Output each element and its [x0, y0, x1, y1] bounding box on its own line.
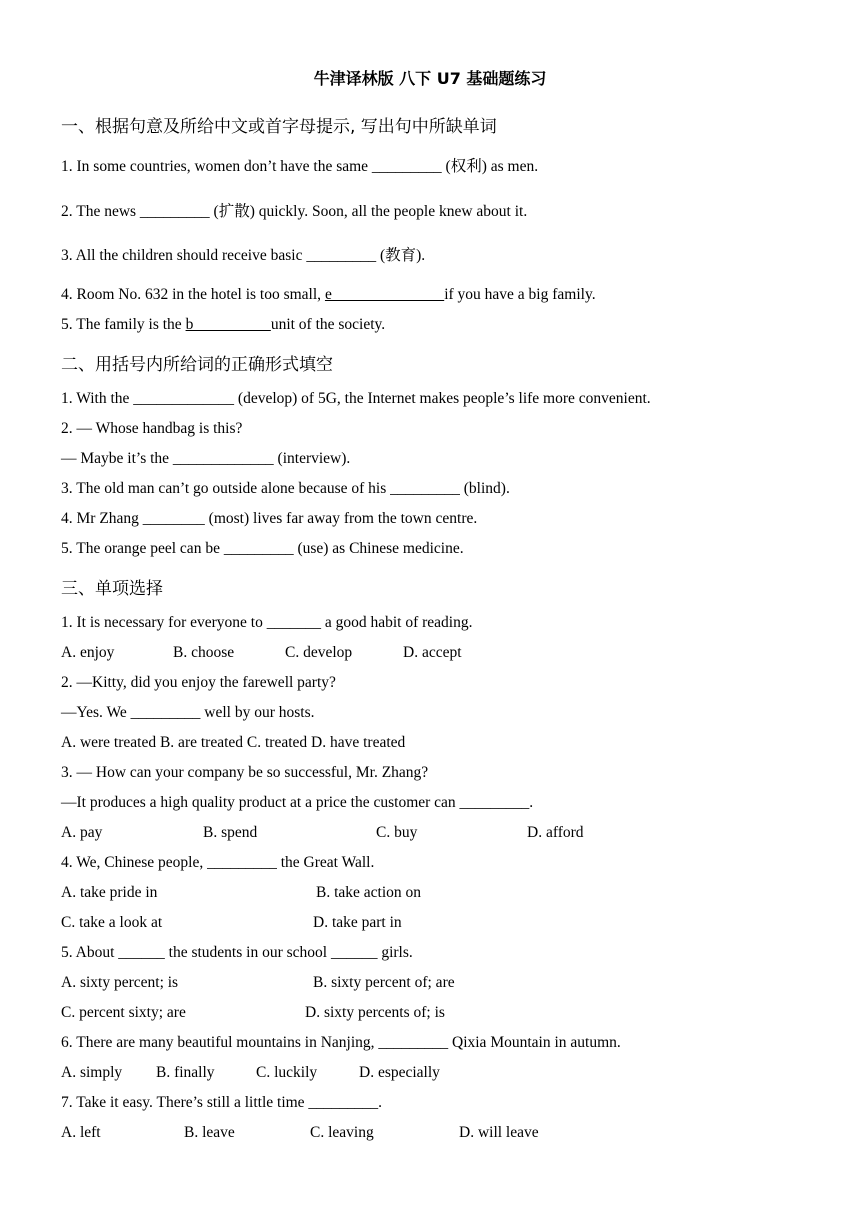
q3-option-b: B. spend — [203, 824, 258, 841]
q1-option-a: A. enjoy — [61, 644, 115, 661]
q5-prefix: 5. The family is the — [61, 316, 186, 333]
q5-blank: b — [185, 316, 271, 333]
q2-options: A. were treated B. are treated C. treated D. have treated — [61, 734, 406, 751]
q7-option-d: D. will leave — [459, 1124, 539, 1141]
p2-question-5: 5. The orange peel can be _________ (use) as Chinese medicine. — [61, 540, 464, 557]
q6-option-b: B. finally — [156, 1064, 215, 1081]
q7-option-c: C. leaving — [310, 1124, 374, 1141]
q4-blank: e — [324, 286, 445, 303]
q3-option-c: C. buy — [376, 824, 418, 841]
p3-question-7: 7. Take it easy. There’s still a little time _________. — [61, 1094, 383, 1111]
p3-question-5: 5. About ______ the students in our school ______ girls. — [61, 944, 413, 961]
document-title: 牛津译林版 八下 U7 基础题练习 — [313, 69, 547, 88]
p3-question-3b: —It produces a high quality product at a price the customer can _________. — [61, 794, 534, 811]
q4-option-a: A. take pride in — [61, 884, 158, 901]
q7-option-b: B. leave — [184, 1124, 235, 1141]
q6-option-d: D. especially — [359, 1064, 440, 1081]
p2-question-2b: — Maybe it’s the _____________ (interview). — [61, 450, 351, 467]
p1-question-5 — [61, 315, 385, 335]
q4-option-b: B. take action on — [316, 884, 422, 901]
q1-option-c: C. develop — [285, 644, 353, 661]
q6-option-c: C. luckily — [256, 1064, 318, 1081]
p3-question-3a: 3. — How can your company be so successful, Mr. Zhang? — [61, 764, 429, 781]
q3-option-a: A. pay — [61, 824, 103, 841]
q4-option-d: D. take part in — [313, 914, 402, 931]
section-heading-3: 三、单项选择 — [61, 579, 163, 599]
q5-option-a: A. sixty percent; is — [61, 974, 179, 991]
p2-question-4: 4. Mr Zhang ________ (most) lives far away from the town centre. — [61, 510, 478, 527]
p3-question-4: 4. We, Chinese people, _________ the Great Wall. — [61, 854, 375, 871]
p3-question-2b: —Yes. We _________ well by our hosts. — [61, 704, 315, 721]
p1-question-2: 2. The news _________ (扩散) quickly. Soon, all the people knew about it. — [61, 203, 528, 220]
q4-prefix: 4. Room No. 632 in the hotel is too small, — [61, 286, 325, 303]
p3-question-1: 1. It is necessary for everyone to _______ a good habit of reading. — [61, 614, 473, 631]
p2-question-3: 3. The old man can’t go outside alone because of his _________ (blind). — [61, 480, 510, 497]
q6-option-a: A. simply — [61, 1064, 123, 1081]
q5-suffix: unit of the society. — [270, 316, 386, 333]
p1-question-4 — [61, 285, 596, 305]
q7-option-a: A. left — [61, 1124, 101, 1141]
q4-suffix: if you have a big family. — [444, 286, 596, 303]
q5-option-d: D. sixty percents of; is — [305, 1004, 445, 1021]
p3-question-6: 6. There are many beautiful mountains in Nanjing, _________ Qixia Mountain in autumn. — [61, 1034, 621, 1051]
p3-question-2a: 2. —Kitty, did you enjoy the farewell party? — [61, 674, 336, 691]
section-heading-2: 二、用括号内所给词的正确形式填空 — [61, 355, 333, 375]
p2-question-2a: 2. — Whose handbag is this? — [61, 420, 243, 437]
q4-option-c: C. take a look at — [61, 914, 163, 931]
p2-question-1: 1. With the _____________ (develop) of 5G, the Internet makes people’s life more convenient. — [61, 390, 651, 407]
p1-question-1: 1. In some countries, women don’t have the same _________ (权利) as men. — [61, 158, 539, 175]
section-heading-1: 一、根据句意及所给中文或首字母提示, 写出句中所缺单词 — [61, 117, 497, 137]
q3-option-d: D. afford — [527, 824, 584, 841]
q1-option-d: D. accept — [403, 644, 462, 661]
p1-question-3: 3. All the children should receive basic _________ (教育). — [61, 247, 426, 264]
q5-option-b: B. sixty percent of; are — [313, 974, 455, 991]
q5-option-c: C. percent sixty; are — [61, 1004, 186, 1021]
q1-option-b: B. choose — [173, 644, 235, 661]
